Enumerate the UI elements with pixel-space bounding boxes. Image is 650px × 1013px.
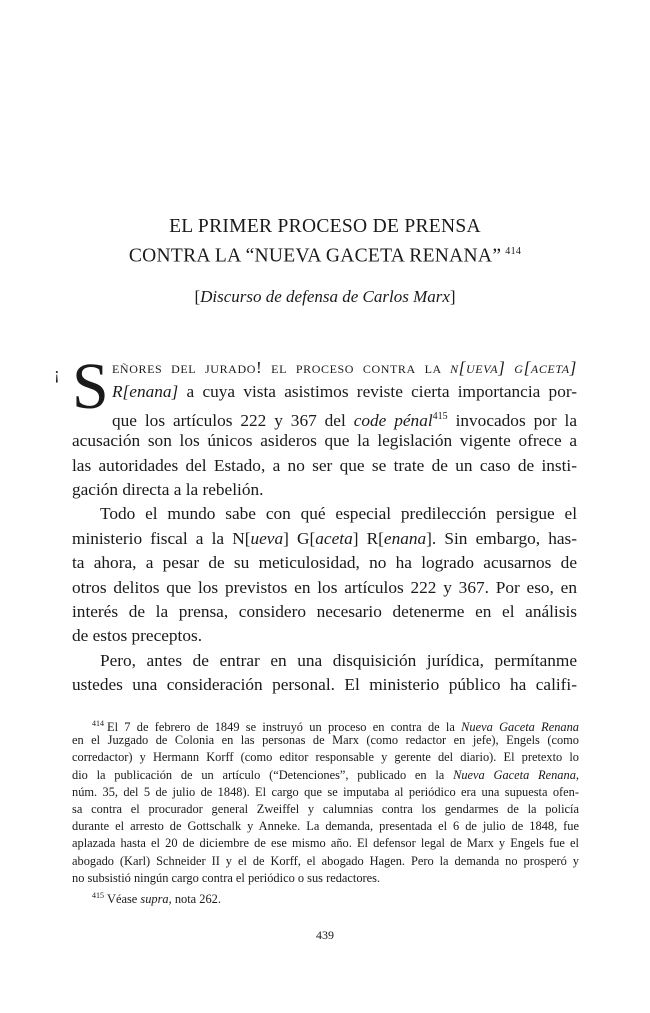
line-text: El 7 de febrero de 1849 se instruyó un proceso en contra de la bbox=[107, 720, 455, 735]
line-text: ] R[ bbox=[352, 528, 384, 548]
line-text: a cuya vista asistimos reviste cierta importancia por- bbox=[186, 382, 577, 402]
chapter-subtitle bbox=[0, 287, 650, 307]
footnote-line: abogado (Karl) Schneider II y el de Korff, el abogado Hagen. Pero la demanda no prosperó y bbox=[72, 853, 579, 868]
title-footnote-ref: 414 bbox=[505, 246, 522, 257]
text-line bbox=[72, 405, 577, 429]
line-text: ministerio fiscal a la N[ bbox=[72, 528, 251, 548]
italic-text: code pénal bbox=[353, 410, 433, 430]
line-text: que los artículos 222 y 367 del bbox=[112, 410, 346, 430]
italic-text: R[enana] bbox=[112, 382, 179, 402]
footnote-line: no subsistió ningún cargo contra el periódico o sus redactores. bbox=[72, 870, 381, 885]
italic-text: Nueva Gaceta Renana bbox=[461, 720, 579, 735]
subtitle-open-bracket: [ bbox=[194, 287, 201, 306]
line-text: ]. Sin embargo, has- bbox=[426, 528, 578, 548]
paragraph-2 bbox=[72, 502, 577, 648]
drop-cap: S bbox=[72, 350, 109, 423]
footnote-number: 414 bbox=[92, 719, 104, 728]
subtitle-close-bracket: ] bbox=[449, 287, 456, 306]
title-line-2-text: CONTRA LA “NUEVA GACETA RENANA” bbox=[128, 245, 502, 267]
text-line: de estos preceptos. bbox=[72, 626, 203, 646]
title-line-2 bbox=[0, 239, 650, 269]
small-caps-text: eñores del jurado! el proceso contra la bbox=[112, 358, 442, 377]
italic-text: ueva bbox=[250, 528, 284, 548]
text-line bbox=[72, 356, 577, 380]
text-line: otros delitos que los previstos en los artículos 222 y 367. Por eso, en bbox=[72, 577, 577, 597]
page-number: 439 bbox=[316, 928, 334, 942]
line-text: Véase bbox=[107, 892, 138, 906]
paragraph-3 bbox=[72, 649, 577, 698]
italic-text: n[ueva] g[aceta] bbox=[450, 358, 577, 377]
footnote-414 bbox=[72, 715, 579, 887]
inverted-exclamation: ¡ bbox=[54, 364, 60, 383]
text-line: acusación son los únicos asideros que la legislación vigente ofrece a bbox=[72, 431, 577, 451]
text-line bbox=[72, 527, 577, 551]
footnote-line: sa contra el procurador general Zweiffel y calumnias contra los gendarmes de la policía bbox=[72, 801, 579, 816]
italic-text: Nueva Gaceta Renana, bbox=[453, 767, 579, 782]
line-text: ] G[ bbox=[283, 528, 316, 548]
footnote-line: núm. 35, del 5 de julio de 1848). El cargo que se imputaba al periódico era una supuesta ofen- bbox=[72, 784, 579, 799]
body-text bbox=[54, 350, 578, 697]
italic-text: aceta bbox=[315, 528, 353, 548]
line-text: invocados por la bbox=[455, 410, 578, 430]
text-line: gación directa a la rebelión. bbox=[72, 479, 264, 499]
line-text: dio la publicación de un artículo (“Detenciones”, publicado en la bbox=[72, 767, 445, 782]
text-line: ustedes una consideración personal. El ministerio público ha califi- bbox=[72, 675, 577, 695]
line-text: nota 262. bbox=[174, 892, 221, 906]
text-line: Todo el mundo sabe con qué especial predilección persigue el bbox=[100, 504, 577, 524]
footnote-line: en el Juzgado de Colonia en las personas de Marx (como redactor en jefe), Engels (como bbox=[72, 733, 579, 748]
footnote-ref: 415 bbox=[432, 410, 448, 422]
footnote-line bbox=[72, 715, 579, 735]
text-line: interés de la prensa, considero necesario detenerme en el análisis bbox=[72, 601, 577, 621]
footnotes bbox=[72, 715, 579, 904]
italic-text: enana bbox=[383, 528, 427, 548]
subtitle-text: Discurso de defensa de Carlos Marx bbox=[200, 287, 450, 306]
footnote-line: aplazada hasta el 20 de diciembre de ese mismo año. El defensor legal de Marx y Engels fue el bbox=[72, 836, 579, 851]
italic-text: supra, bbox=[140, 892, 172, 906]
footnote-line: durante el arresto de Gottschalk y Anneke. La demanda, presentada el 6 de julio de 1848, fue bbox=[72, 819, 579, 834]
footnote-line: corredactor) y Hermann Korff (como editor responsable y gerente del diario). El pretexto lo bbox=[72, 750, 579, 765]
paragraph-1 bbox=[54, 350, 578, 502]
text-line: ta ahora, a pesar de su meticulosidad, no ha logrado acusarnos de bbox=[72, 553, 577, 573]
text-line: las autoridades del Estado, a no ser que se trate de un caso de insti- bbox=[72, 455, 577, 475]
title-line-1: EL PRIMER PROCESO DE PRENSA bbox=[169, 216, 481, 237]
text-line bbox=[72, 380, 577, 404]
footnote-line bbox=[72, 767, 579, 784]
footnote-line bbox=[72, 887, 579, 904]
footnote-415 bbox=[72, 887, 579, 904]
footnote-number: 415 bbox=[92, 890, 104, 900]
chapter-title bbox=[0, 214, 650, 269]
text-line: Pero, antes de entrar en una disquisición jurídica, permítanme bbox=[100, 650, 577, 670]
